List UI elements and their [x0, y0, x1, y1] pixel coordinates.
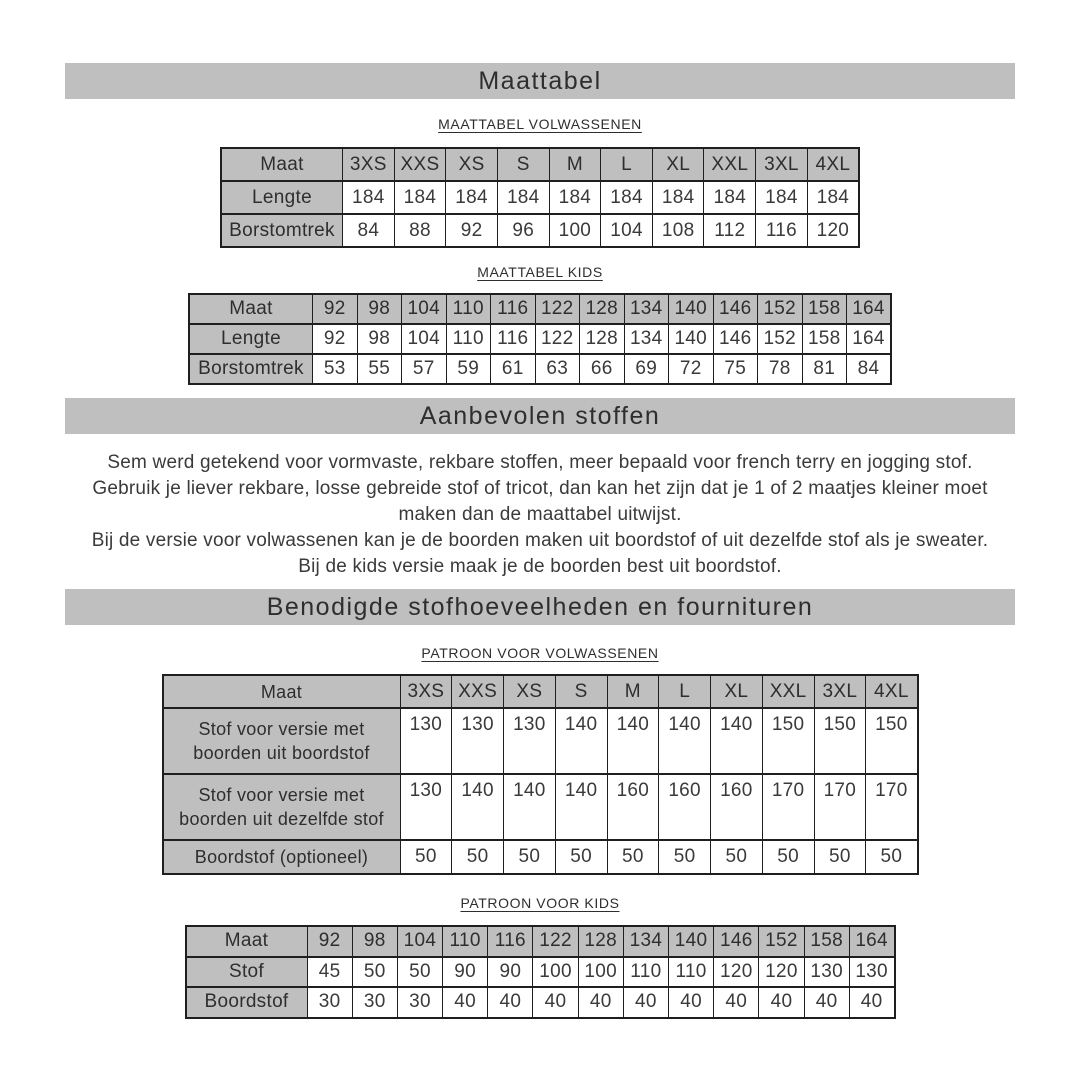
value-cell: 104: [402, 324, 447, 354]
value-cell: 150: [866, 708, 918, 774]
header-cell: 104: [397, 926, 442, 957]
value-cell: 50: [452, 840, 504, 874]
row-label-cell: Boordstof: [186, 987, 308, 1018]
section-title: Maattabel: [478, 66, 602, 95]
section-header-maattabel: [65, 63, 1015, 99]
value-cell: 158: [802, 324, 847, 354]
header-cell: XXL: [704, 148, 756, 181]
header-cell: 158: [802, 294, 847, 324]
value-cell: 30: [397, 987, 442, 1018]
header-cell: 140: [669, 294, 714, 324]
value-cell: 110: [623, 957, 668, 988]
value-cell: 146: [713, 324, 758, 354]
value-cell: 110: [446, 324, 491, 354]
table-row: [163, 774, 918, 840]
header-cell: XS: [504, 675, 556, 708]
value-cell: 72: [669, 354, 714, 384]
value-cell: 140: [452, 774, 504, 840]
header-cell: XL: [711, 675, 763, 708]
value-cell: 66: [580, 354, 625, 384]
value-cell: 184: [756, 181, 808, 214]
value-cell: 40: [714, 987, 759, 1018]
header-cell: Maat: [189, 294, 313, 324]
value-cell: 130: [504, 708, 556, 774]
header-cell: 146: [714, 926, 759, 957]
header-cell: 92: [307, 926, 352, 957]
value-cell: 160: [607, 774, 659, 840]
table-row: [163, 840, 918, 874]
value-cell: 130: [400, 774, 452, 840]
section-header-benodigd: [65, 589, 1015, 625]
header-cell: 134: [624, 294, 669, 324]
value-cell: 108: [652, 214, 704, 247]
header-cell: 128: [578, 926, 623, 957]
header-cell: 128: [580, 294, 625, 324]
row-label-cell: Borstomtrek: [189, 354, 313, 384]
value-cell: 50: [866, 840, 918, 874]
value-cell: 140: [607, 708, 659, 774]
value-cell: 184: [807, 181, 859, 214]
table-header-row: [163, 675, 918, 708]
value-cell: 53: [313, 354, 358, 384]
value-cell: 40: [669, 987, 714, 1018]
value-cell: 120: [759, 957, 804, 988]
value-cell: 78: [758, 354, 803, 384]
value-cell: 116: [491, 324, 536, 354]
section-header-stoffen: [65, 398, 1015, 434]
header-cell: 122: [533, 926, 578, 957]
row-label-cell: Stof voor versie met boorden uit boordstof: [163, 708, 401, 774]
header-cell: XS: [446, 148, 498, 181]
table-header-row: [186, 926, 895, 957]
header-cell: 164: [849, 926, 894, 957]
value-cell: 130: [804, 957, 849, 988]
value-cell: 170: [814, 774, 866, 840]
header-cell: 116: [491, 294, 536, 324]
value-cell: 84: [847, 354, 892, 384]
value-cell: 140: [555, 774, 607, 840]
paragraph-line: maken dan de maattabel uitwijst.: [398, 504, 682, 525]
header-cell: S: [497, 148, 549, 181]
table-row: [221, 214, 859, 247]
header-cell: Maat: [186, 926, 308, 957]
value-cell: 92: [446, 214, 498, 247]
value-cell: 90: [443, 957, 488, 988]
value-cell: 50: [352, 957, 397, 988]
value-cell: 98: [357, 324, 402, 354]
value-cell: 152: [758, 324, 803, 354]
value-cell: 40: [533, 987, 578, 1018]
table-caption-kids-fabric: PATROON VOOR KIDS: [460, 895, 620, 911]
value-cell: 75: [713, 354, 758, 384]
table-header-row: [189, 294, 891, 324]
value-cell: 50: [555, 840, 607, 874]
value-cell: 140: [555, 708, 607, 774]
value-cell: 184: [343, 181, 395, 214]
header-cell: 116: [488, 926, 533, 957]
row-label-cell: Stof voor versie met boorden uit dezelfde stof: [163, 774, 401, 840]
value-cell: 184: [394, 181, 446, 214]
value-cell: 30: [307, 987, 352, 1018]
value-cell: 59: [446, 354, 491, 384]
value-cell: 50: [762, 840, 814, 874]
header-cell: 3XL: [814, 675, 866, 708]
header-cell: M: [607, 675, 659, 708]
fabric-table-kids: [185, 925, 896, 1019]
header-cell: L: [659, 675, 711, 708]
value-cell: 40: [623, 987, 668, 1018]
value-cell: 50: [814, 840, 866, 874]
value-cell: 104: [601, 214, 653, 247]
value-cell: 160: [711, 774, 763, 840]
table-row: [186, 957, 895, 988]
header-cell: 4XL: [807, 148, 859, 181]
value-cell: 55: [357, 354, 402, 384]
row-label-cell: Stof: [186, 957, 308, 988]
table-row: [163, 708, 918, 774]
value-cell: 84: [343, 214, 395, 247]
header-cell: 134: [623, 926, 668, 957]
value-cell: 92: [313, 324, 358, 354]
value-cell: 128: [580, 324, 625, 354]
paragraph-line: Bij de versie voor volwassenen kan je de boorden maken uit boordstof of uit dezelfde stof als je sweater.: [91, 530, 989, 551]
value-cell: 57: [402, 354, 447, 384]
value-cell: 112: [704, 214, 756, 247]
header-cell: 122: [535, 294, 580, 324]
value-cell: 134: [624, 324, 669, 354]
header-cell: 158: [804, 926, 849, 957]
value-cell: 184: [497, 181, 549, 214]
header-cell: M: [549, 148, 601, 181]
value-cell: 120: [714, 957, 759, 988]
header-cell: 98: [357, 294, 402, 324]
header-cell: 4XL: [866, 675, 918, 708]
value-cell: 140: [669, 324, 714, 354]
header-cell: Maat: [163, 675, 401, 708]
size-table-kids: [188, 293, 892, 385]
value-cell: 140: [504, 774, 556, 840]
header-cell: 3XS: [343, 148, 395, 181]
row-label-cell: Borstomtrek: [221, 214, 343, 247]
value-cell: 50: [659, 840, 711, 874]
header-cell: 152: [759, 926, 804, 957]
header-cell: 104: [402, 294, 447, 324]
header-cell: 3XL: [756, 148, 808, 181]
value-cell: 63: [535, 354, 580, 384]
header-cell: 110: [446, 294, 491, 324]
header-cell: XXS: [394, 148, 446, 181]
header-cell: XXL: [762, 675, 814, 708]
value-cell: 40: [759, 987, 804, 1018]
header-cell: Maat: [221, 148, 343, 181]
value-cell: 150: [814, 708, 866, 774]
paragraph-line: Bij de kids versie maak je de boorden best uit boordstof.: [298, 556, 782, 577]
value-cell: 140: [659, 708, 711, 774]
value-cell: 130: [849, 957, 894, 988]
value-cell: 88: [394, 214, 446, 247]
value-cell: 90: [488, 957, 533, 988]
value-cell: 100: [578, 957, 623, 988]
value-cell: 184: [652, 181, 704, 214]
value-cell: 61: [491, 354, 536, 384]
value-cell: 96: [497, 214, 549, 247]
value-cell: 45: [307, 957, 352, 988]
table-header-row: [221, 148, 859, 181]
value-cell: 40: [578, 987, 623, 1018]
header-cell: 3XS: [400, 675, 452, 708]
header-cell: XXS: [452, 675, 504, 708]
header-cell: 140: [669, 926, 714, 957]
header-cell: 92: [313, 294, 358, 324]
value-cell: 184: [446, 181, 498, 214]
value-cell: 122: [535, 324, 580, 354]
value-cell: 40: [488, 987, 533, 1018]
value-cell: 40: [849, 987, 894, 1018]
value-cell: 130: [400, 708, 452, 774]
value-cell: 184: [601, 181, 653, 214]
row-label-cell: Lengte: [189, 324, 313, 354]
value-cell: 164: [847, 324, 892, 354]
value-cell: 50: [711, 840, 763, 874]
header-cell: 146: [713, 294, 758, 324]
value-cell: 116: [756, 214, 808, 247]
table-row: [189, 324, 891, 354]
value-cell: 40: [804, 987, 849, 1018]
header-cell: 152: [758, 294, 803, 324]
value-cell: 150: [762, 708, 814, 774]
value-cell: 130: [452, 708, 504, 774]
fabric-table-adults: [162, 674, 919, 875]
value-cell: 40: [443, 987, 488, 1018]
value-cell: 100: [533, 957, 578, 988]
value-cell: 170: [762, 774, 814, 840]
value-cell: 69: [624, 354, 669, 384]
value-cell: 50: [400, 840, 452, 874]
paragraph-line: Gebruik je liever rekbare, losse gebreide stof of tricot, dan kan het zijn dat je 1 of 2 maatjes kleiner moet: [92, 478, 988, 499]
value-cell: 140: [711, 708, 763, 774]
table-row: [221, 181, 859, 214]
table-caption-adult-fabric: PATROON VOOR VOLWASSENEN: [421, 645, 659, 661]
header-cell: 110: [443, 926, 488, 957]
fabric-advice-paragraph: [0, 450, 1080, 580]
header-cell: L: [601, 148, 653, 181]
section-title: Aanbevolen stoffen: [419, 401, 661, 430]
value-cell: 81: [802, 354, 847, 384]
table-row: [186, 987, 895, 1018]
header-cell: XL: [652, 148, 704, 181]
paragraph-line: Sem werd getekend voor vormvaste, rekbare stoffen, meer bepaald voor french terry en jogging stof.: [107, 452, 973, 473]
value-cell: 120: [807, 214, 859, 247]
header-cell: 164: [847, 294, 892, 324]
value-cell: 184: [704, 181, 756, 214]
value-cell: 50: [607, 840, 659, 874]
row-label-cell: Boordstof (optioneel): [163, 840, 401, 874]
table-row: [189, 354, 891, 384]
value-cell: 110: [669, 957, 714, 988]
row-label-cell: Lengte: [221, 181, 343, 214]
table-caption-kids-sizes: MAATTABEL KIDS: [477, 264, 603, 280]
value-cell: 160: [659, 774, 711, 840]
size-table-adults: [220, 147, 860, 248]
header-cell: 98: [352, 926, 397, 957]
value-cell: 100: [549, 214, 601, 247]
header-cell: S: [555, 675, 607, 708]
value-cell: 30: [352, 987, 397, 1018]
value-cell: 50: [397, 957, 442, 988]
value-cell: 184: [549, 181, 601, 214]
value-cell: 170: [866, 774, 918, 840]
section-title: Benodigde stofhoeveelheden en fournituren: [266, 592, 814, 621]
value-cell: 50: [504, 840, 556, 874]
table-caption-adult-sizes: MAATTABEL VOLWASSENEN: [438, 116, 642, 132]
